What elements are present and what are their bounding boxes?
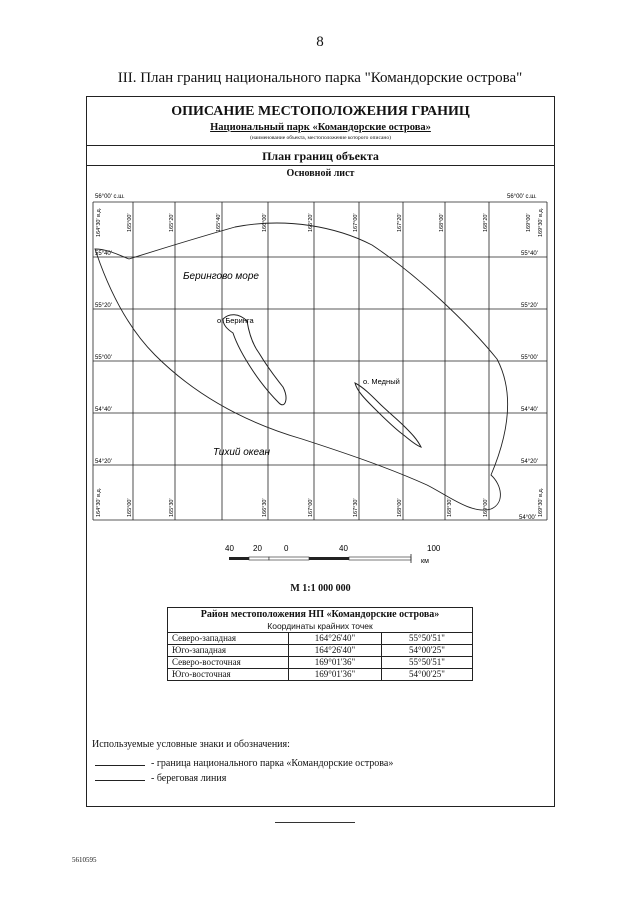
lon-label: 168°00' [397,498,403,517]
lon-cell: 164°26'40" [289,633,382,645]
lat-label: 55°00' [95,355,112,361]
coordinates-table-subtitle: Координаты крайних точек [168,621,473,633]
page-number: 8 [316,34,324,50]
table-row [168,633,473,645]
table-row [168,669,473,681]
bering-island-coastline [223,315,286,405]
right-lat-labels [521,251,538,465]
point-cell: Северо-восточная [168,657,289,669]
scale-tick: 40 [225,544,234,553]
corner-lon-label: 169°30' в.д. [538,487,544,517]
point-cell: Юго-восточная [168,669,289,681]
lon-label: 165°00' [127,213,133,232]
point-cell: Северо-западная [168,633,289,645]
lat-label: 55°20' [521,303,538,309]
scale-tick: 100 [427,544,441,553]
lon-label: 165°40' [216,213,222,232]
lat-cell: 55°50'51" [382,657,473,669]
lon-cell: 164°26'40" [289,645,382,657]
scale-bar [225,544,441,565]
plan-title: План границ объекта [262,149,379,163]
lat-label: 55°20' [95,303,112,309]
legend-heading: Используемые условные знаки и обозначения: [92,739,290,750]
lat-cell: 54°00'25" [382,669,473,681]
lon-label: 168°30' [447,498,453,517]
form-title: ОПИСАНИЕ МЕСТОПОЛОЖЕНИЯ ГРАНИЦ [171,104,470,119]
legend-coastline-line [95,780,145,781]
section-heading: III. План границ национального парка "Командорские острова" [117,70,523,86]
lat-cell: 54°00'25" [382,645,473,657]
lat-cell: 55°50'51" [382,633,473,645]
scale-unit: км [421,558,429,565]
point-cell: Юго-западная [168,645,289,657]
footer-rule [275,822,355,823]
park-boundary [95,223,508,510]
lon-cell: 169°01'36" [289,657,382,669]
lon-label: 168°00' [439,213,445,232]
lat-label: 54°40' [521,407,538,413]
lat-label: 54°20' [95,459,112,465]
lat-label: 55°40' [521,251,538,257]
lon-label: 166°30' [262,498,268,517]
lat-label: 55°40' [95,251,112,257]
coordinates-table [167,607,473,681]
left-lat-labels [95,251,112,465]
scale-tick: 0 [284,544,289,553]
lat-label: 54°40' [95,407,112,413]
object-name-caption: (наименование объекта, местоположение которого описано) [250,135,391,141]
lon-label: 167°00' [308,498,314,517]
boundary-map [87,97,556,808]
corner-lon-label: 164°30' в.д. [96,207,102,237]
lon-label: 167°00' [353,213,359,232]
lat-label: 54°20' [521,459,538,465]
island-label: о. Медный [363,377,400,386]
lon-label: 169°00' [526,213,532,232]
lon-label: 165°20' [169,213,175,232]
legend-boundary-line [95,765,145,766]
lon-label: 167°20' [397,213,403,232]
ocean-label: Тихий океан [213,447,271,458]
lon-label: 166°00' [262,213,268,232]
lat-label: 55°00' [521,355,538,361]
legend-item: - береговая линия [151,773,227,784]
bottom-lat-label: 54°00' [519,515,536,521]
sea-label: Берингово море [183,271,259,282]
lon-cell: 169°01'36" [289,669,382,681]
sheet-title: Основной лист [286,168,355,179]
lon-label: 165°30' [169,498,175,517]
coordinates-table-title: Район местоположения НП «Командорские острова» [168,608,473,622]
medny-island-coastline [355,383,421,447]
corner-lon-label: 164°30' в.д. [96,487,102,517]
lon-label: 166°20' [308,213,314,232]
scale-ratio: М 1:1 000 000 [290,583,351,594]
lon-label: 167°30' [353,498,359,517]
corner-lon-label: 169°30' в.д. [538,207,544,237]
lon-label: 165°00' [127,498,133,517]
corner-lat-label: 56°00' с.ш. [95,194,125,200]
boundary-plan-form [86,96,555,807]
corner-lat-label: 56°00' с.ш. [507,194,537,200]
bottom-lon-labels [127,498,489,517]
lon-label: 169°00' [483,498,489,517]
legend-item: - граница национального парка «Командорские острова» [151,758,394,769]
table-row [168,657,473,669]
object-name: Национальный парк «Командорские острова» [210,122,431,133]
island-label: о. Беринга [217,316,254,325]
scale-tick: 40 [339,544,348,553]
scale-tick: 20 [253,544,262,553]
table-row [168,645,473,657]
doc-code: 5610595 [72,856,97,864]
lon-label: 168°20' [483,213,489,232]
